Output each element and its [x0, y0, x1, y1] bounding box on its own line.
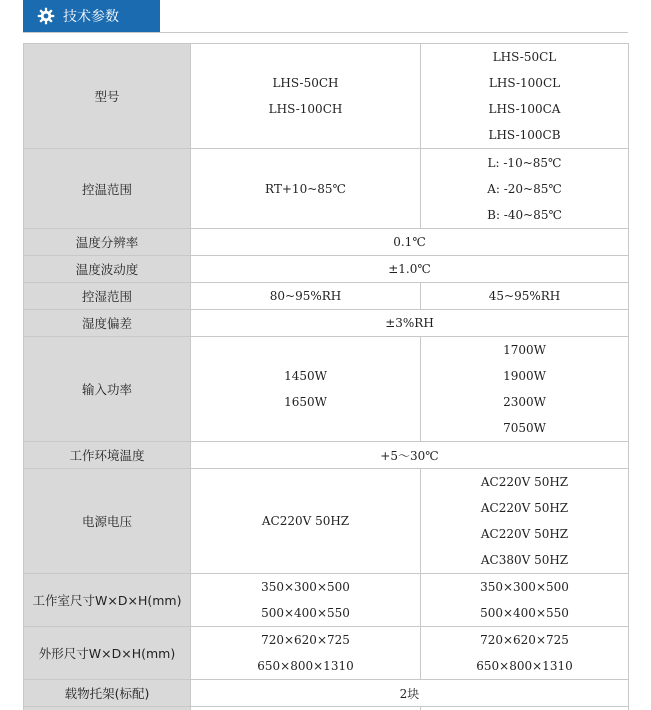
- value-line: AC220V 50HZ: [480, 475, 569, 489]
- table-row: [24, 229, 629, 256]
- value-line: 1900W: [503, 369, 546, 383]
- value-line: 500×400×550: [480, 606, 569, 620]
- value-cell: ±3%RH: [191, 310, 629, 337]
- value-line: 2300W: [503, 395, 546, 409]
- row-label: 型号: [24, 44, 191, 149]
- value-cell: [191, 574, 421, 627]
- table-row: [24, 469, 629, 574]
- value-cell: [421, 337, 629, 442]
- table-row: [24, 627, 629, 680]
- value-line: 350×300×500: [261, 580, 350, 594]
- value-line: RT+10~85℃: [265, 181, 346, 196]
- value-line: AC220V 50HZ: [261, 514, 350, 528]
- row-label: 温度分辨率: [24, 229, 191, 256]
- empty-cell: [24, 707, 191, 710]
- value-line: 45~95%RH: [488, 289, 561, 303]
- gear-icon: [37, 7, 55, 25]
- value-cell: [191, 283, 421, 310]
- value-line: 500×400×550: [261, 606, 350, 620]
- table-row: [24, 44, 629, 149]
- value-cell: [421, 149, 629, 229]
- value-cell: [421, 574, 629, 627]
- spec-table: [23, 43, 629, 710]
- row-label: 工作室尺寸W×D×H(mm): [24, 574, 191, 627]
- value-line: AC220V 50HZ: [480, 527, 569, 541]
- value-line: 80~95%RH: [269, 289, 342, 303]
- row-label: 输入功率: [24, 337, 191, 442]
- value-cell: [191, 149, 421, 229]
- value-cell: ±1.0℃: [191, 256, 629, 283]
- table-row: [24, 256, 629, 283]
- value-line: 1650W: [284, 395, 327, 409]
- value-line: 720×620×725: [261, 633, 350, 647]
- table-row: [24, 574, 629, 627]
- value-cell: [421, 469, 629, 574]
- row-label: 载物托架(标配): [24, 680, 191, 707]
- value-cell: +5～30℃: [191, 442, 629, 469]
- empty-cell: [191, 707, 421, 710]
- value-cell: [191, 627, 421, 680]
- row-label: 温度波动度: [24, 256, 191, 283]
- value-line: LHS-100CL: [488, 76, 561, 90]
- value-line: AC220V 50HZ: [480, 501, 569, 515]
- row-label: 控湿范围: [24, 283, 191, 310]
- value-cell: [191, 44, 421, 149]
- value-cell: [421, 283, 629, 310]
- value-line: 7050W: [503, 421, 546, 435]
- value-line: A: -20~85℃: [487, 181, 562, 196]
- value-line: LHS-100CH: [268, 102, 343, 116]
- value-cell: 2块: [191, 680, 629, 707]
- value-line: 350×300×500: [480, 580, 569, 594]
- row-label: 外形尺寸W×D×H(mm): [24, 627, 191, 680]
- value-line: LHS-50CL: [492, 50, 557, 64]
- value-line: LHS-50CH: [272, 76, 339, 90]
- table-row: [24, 310, 629, 337]
- row-label: 电源电压: [24, 469, 191, 574]
- value-line: 650×800×1310: [257, 659, 354, 673]
- value-cell: [191, 337, 421, 442]
- value-line: L: -10~85℃: [487, 155, 562, 170]
- table-row-partial: [24, 707, 629, 710]
- value-cell: [421, 44, 629, 149]
- section-title: 技术参数: [63, 9, 119, 25]
- value-line: LHS-100CA: [488, 102, 561, 116]
- value-line: 650×800×1310: [476, 659, 573, 673]
- table-row: [24, 337, 629, 442]
- value-line: 720×620×725: [480, 633, 569, 647]
- section-tab: [23, 0, 160, 32]
- empty-cell: [421, 707, 629, 710]
- row-label: 控温范围: [24, 149, 191, 229]
- header-divider: [23, 32, 628, 33]
- value-line: 1700W: [503, 343, 546, 357]
- value-cell: [421, 627, 629, 680]
- value-line: 1450W: [284, 369, 327, 383]
- value-cell: 0.1℃: [191, 229, 629, 256]
- value-cell: [191, 469, 421, 574]
- value-line: AC380V 50HZ: [480, 553, 569, 567]
- row-label: 湿度偏差: [24, 310, 191, 337]
- table-row: [24, 680, 629, 707]
- table-row: [24, 283, 629, 310]
- table-row: [24, 442, 629, 469]
- row-label: 工作环境温度: [24, 442, 191, 469]
- table-row: [24, 149, 629, 229]
- value-line: LHS-100CB: [488, 128, 561, 142]
- value-line: B: -40~85℃: [487, 207, 562, 222]
